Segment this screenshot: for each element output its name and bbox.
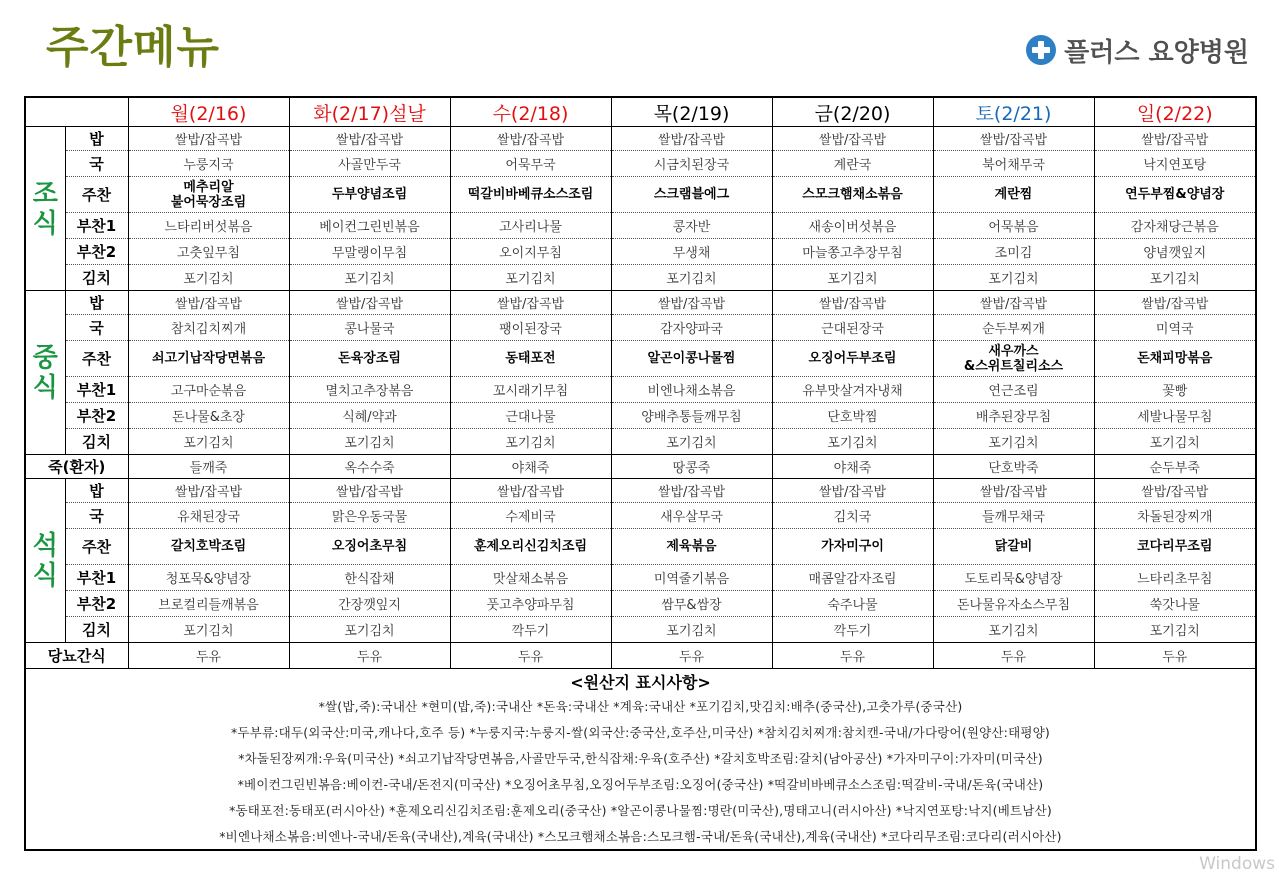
menu-cell: 연근조림 [933, 377, 1094, 403]
porridge-label: 죽(환자) [25, 455, 128, 479]
menu-cell: 단호박죽 [933, 455, 1094, 479]
menu-cell: 양배추통들깨무침 [611, 403, 772, 429]
menu-cell: 쑥갓나물 [1094, 591, 1256, 617]
main-dish-cell: 알곤이콩나물찜 [611, 341, 772, 377]
origin-title-row [25, 669, 1256, 694]
row-label: 김치 [65, 265, 128, 291]
menu-cell: 포기김치 [450, 265, 611, 291]
menu-cell: 참치김치찌개 [128, 315, 289, 341]
main-dish-cell: 닭갈비 [933, 529, 1094, 565]
menu-cell: 근대나물 [450, 403, 611, 429]
menu-cell: 마늘쫑고추장무침 [772, 239, 933, 265]
menu-cell: 쌀밥/잡곡밥 [933, 479, 1094, 503]
menu-cell: 숙주나물 [772, 591, 933, 617]
menu-cell: 매콤알감자조림 [772, 565, 933, 591]
menu-cell: 유부맛살겨자냉채 [772, 377, 933, 403]
menu-cell: 쌀밥/잡곡밥 [128, 127, 289, 151]
main-dish-cell: 쇠고기납작당면볶음 [128, 341, 289, 377]
menu-row [25, 213, 1256, 239]
menu-cell: 콩자반 [611, 213, 772, 239]
row-label: 국 [65, 151, 128, 177]
menu-cell: 포기김치 [128, 429, 289, 455]
day-header: 금(2/20) [772, 97, 933, 127]
menu-cell: 느타리버섯볶음 [128, 213, 289, 239]
menu-row [25, 315, 1256, 341]
meal-label: 석 식 [25, 479, 65, 643]
origin-note: *두부류:대두(외국산:미국,캐나다,호주 등) *누룽지국:누룽지-쌀(외국산:중국산,호주산,미국산) *참치김치찌개:참치캔-국내/가다랑어(원양산:태평양) [25, 719, 1256, 745]
menu-row [25, 591, 1256, 617]
menu-cell: 브로컬리들깨볶음 [128, 591, 289, 617]
menu-cell: 쌀밥/잡곡밥 [933, 291, 1094, 315]
day-header-row [25, 97, 1256, 127]
menu-cell: 포기김치 [772, 429, 933, 455]
menu-cell: 쌀밥/잡곡밥 [450, 479, 611, 503]
row-label: 밥 [65, 479, 128, 503]
menu-cell: 어묵무국 [450, 151, 611, 177]
menu-cell: 계란국 [772, 151, 933, 177]
main-dish-cell: 돈육장조림 [289, 341, 450, 377]
menu-cell: 포기김치 [933, 265, 1094, 291]
menu-cell: 두유 [933, 643, 1094, 669]
menu-cell: 두유 [128, 643, 289, 669]
menu-cell: 고사리나물 [450, 213, 611, 239]
porridge-row [25, 455, 1256, 479]
menu-cell: 포기김치 [611, 265, 772, 291]
plus-cross-icon [1026, 35, 1056, 65]
menu-cell: 포기김치 [289, 265, 450, 291]
menu-cell: 베이컨그린빈볶음 [289, 213, 450, 239]
row-label: 국 [65, 315, 128, 341]
menu-cell: 식혜/약과 [289, 403, 450, 429]
menu-cell: 북어채무국 [933, 151, 1094, 177]
menu-cell: 근대된장국 [772, 315, 933, 341]
menu-cell: 풋고추양파무침 [450, 591, 611, 617]
origin-note: *쌀(밥,죽):국내산 *현미(밥,죽):국내산 *돈육:국내산 *계육:국내산 *포기김치,맛김치:배추(중국산),고춧가루(중국산) [25, 693, 1256, 719]
menu-cell: 포기김치 [772, 265, 933, 291]
menu-cell: 도토리묵&양념장 [933, 565, 1094, 591]
menu-cell: 쌀밥/잡곡밥 [450, 291, 611, 315]
menu-row [25, 265, 1256, 291]
origin-note-row [25, 823, 1256, 850]
menu-cell: 청포묵&양념장 [128, 565, 289, 591]
menu-cell: 쌀밥/잡곡밥 [128, 291, 289, 315]
menu-cell: 포기김치 [1094, 265, 1256, 291]
origin-note-row [25, 745, 1256, 771]
menu-cell: 포기김치 [933, 617, 1094, 643]
day-header: 화(2/17)설날 [289, 97, 450, 127]
main-dish-cell: 가자미구이 [772, 529, 933, 565]
origin-note-row [25, 719, 1256, 745]
page-title: 주간메뉴 [46, 22, 221, 73]
main-dish-cell: 훈제오리신김치조림 [450, 529, 611, 565]
menu-row [25, 529, 1256, 565]
menu-cell: 두유 [1094, 643, 1256, 669]
menu-cell: 시금치된장국 [611, 151, 772, 177]
menu-cell: 누룽지국 [128, 151, 289, 177]
menu-cell: 양념깻잎지 [1094, 239, 1256, 265]
menu-cell: 돈나물유자소스무침 [933, 591, 1094, 617]
menu-cell: 포기김치 [128, 265, 289, 291]
row-label: 부찬1 [65, 565, 128, 591]
menu-cell: 포기김치 [450, 429, 611, 455]
menu-row [25, 127, 1256, 151]
diabetic-row [25, 643, 1256, 669]
menu-cell: 포기김치 [289, 617, 450, 643]
menu-row [25, 565, 1256, 591]
origin-note: *베이컨그린빈볶음:베이컨-국내/돈전지(미국산) *오징어초무침,오징어두부조림:오징어(중국산) *떡갈비바베큐소스조림:떡갈비-국내/돈육(국내산) [25, 771, 1256, 797]
menu-cell: 쌀밥/잡곡밥 [772, 127, 933, 151]
menu-cell: 쌀밥/잡곡밥 [1094, 291, 1256, 315]
row-label: 주찬 [65, 529, 128, 565]
menu-cell: 단호박찜 [772, 403, 933, 429]
menu-cell: 꼬시래기무침 [450, 377, 611, 403]
row-label: 부찬2 [65, 239, 128, 265]
row-label: 주찬 [65, 177, 128, 213]
origin-note-row [25, 693, 1256, 719]
menu-cell: 한식잡채 [289, 565, 450, 591]
menu-cell: 돈나물&초장 [128, 403, 289, 429]
main-dish-cell: 동태포전 [450, 341, 611, 377]
origin-note: *동태포전:동태포(러시아산) *훈제오리신김치조림:훈제오리(중국산) *알곤이콩나물찜:명란(미국산),명태고니(러시아산) *낙지연포탕:낙지(베트남산) [25, 797, 1256, 823]
menu-cell: 야채죽 [450, 455, 611, 479]
main-dish-cell: 돈채피망볶음 [1094, 341, 1256, 377]
menu-cell: 미역국 [1094, 315, 1256, 341]
menu-row [25, 617, 1256, 643]
menu-cell: 쌀밥/잡곡밥 [772, 479, 933, 503]
menu-cell: 들깨무채국 [933, 503, 1094, 529]
row-label: 국 [65, 503, 128, 529]
menu-cell: 포기김치 [289, 429, 450, 455]
menu-cell: 야채죽 [772, 455, 933, 479]
menu-cell: 팽이된장국 [450, 315, 611, 341]
menu-cell: 맛살채소볶음 [450, 565, 611, 591]
origin-note: *비엔나채소볶음:비엔나-국내/돈육(국내산),계육(국내산) *스모크햄채소볶음:스모크햄-국내/돈육(국내산),계육(국내산) *코다리무조림:코다리(러시아산) [25, 823, 1256, 850]
menu-cell: 김치국 [772, 503, 933, 529]
main-dish-cell: 떡갈비바베큐소스조림 [450, 177, 611, 213]
menu-cell: 멸치고추장볶음 [289, 377, 450, 403]
menu-cell: 쌀밥/잡곡밥 [289, 479, 450, 503]
origin-note-row [25, 797, 1256, 823]
menu-cell: 차돌된장찌개 [1094, 503, 1256, 529]
weekly-menu-table [24, 96, 1257, 851]
menu-cell: 무말랭이무침 [289, 239, 450, 265]
menu-cell: 쌀밥/잡곡밥 [1094, 127, 1256, 151]
main-dish-cell: 스크램블에그 [611, 177, 772, 213]
day-header: 토(2/21) [933, 97, 1094, 127]
menu-cell: 낙지연포탕 [1094, 151, 1256, 177]
menu-cell: 깍두기 [450, 617, 611, 643]
main-dish-cell: 두부양념조림 [289, 177, 450, 213]
menu-cell: 꽃빵 [1094, 377, 1256, 403]
menu-cell: 옥수수죽 [289, 455, 450, 479]
menu-cell: 순두부죽 [1094, 455, 1256, 479]
menu-row [25, 291, 1256, 315]
main-dish-cell: 오징어초무침 [289, 529, 450, 565]
menu-cell: 어묵볶음 [933, 213, 1094, 239]
menu-cell: 두유 [772, 643, 933, 669]
windows-watermark: Windows [1199, 854, 1275, 874]
row-label: 부찬1 [65, 377, 128, 403]
menu-cell: 쌀밥/잡곡밥 [611, 479, 772, 503]
main-dish-cell: 새우까스 &스위트칠리소스 [933, 341, 1094, 377]
menu-cell: 쌀밥/잡곡밥 [611, 291, 772, 315]
menu-row [25, 479, 1256, 503]
menu-cell: 새우살무국 [611, 503, 772, 529]
menu-cell: 맑은우동국물 [289, 503, 450, 529]
menu-cell: 포기김치 [611, 429, 772, 455]
main-dish-cell: 오징어두부조림 [772, 341, 933, 377]
menu-cell: 쌀밥/잡곡밥 [289, 127, 450, 151]
row-label: 밥 [65, 291, 128, 315]
main-dish-cell: 연두부찜&양념장 [1094, 177, 1256, 213]
origin-title: <원산지 표시사항> [25, 669, 1256, 694]
menu-cell: 느타리초무침 [1094, 565, 1256, 591]
menu-cell: 두유 [289, 643, 450, 669]
menu-cell: 쌀밥/잡곡밥 [1094, 479, 1256, 503]
menu-cell: 사골만두국 [289, 151, 450, 177]
menu-row [25, 503, 1256, 529]
diabetic-label: 당뇨간식 [25, 643, 128, 669]
menu-cell: 쌀밥/잡곡밥 [772, 291, 933, 315]
day-header: 수(2/18) [450, 97, 611, 127]
menu-cell: 쌀밥/잡곡밥 [933, 127, 1094, 151]
row-label: 부찬1 [65, 213, 128, 239]
menu-row [25, 239, 1256, 265]
menu-cell: 무생채 [611, 239, 772, 265]
menu-cell: 고춧잎무침 [128, 239, 289, 265]
main-dish-cell: 계란찜 [933, 177, 1094, 213]
main-dish-cell: 스모크햄채소볶음 [772, 177, 933, 213]
menu-cell: 두유 [450, 643, 611, 669]
row-label: 김치 [65, 617, 128, 643]
menu-cell: 미역줄기볶음 [611, 565, 772, 591]
menu-row [25, 341, 1256, 377]
day-header: 일(2/22) [1094, 97, 1256, 127]
menu-row [25, 177, 1256, 213]
origin-note-row [25, 771, 1256, 797]
main-dish-cell: 갈치호박조림 [128, 529, 289, 565]
menu-cell: 세발나물무침 [1094, 403, 1256, 429]
main-dish-cell: 제육볶음 [611, 529, 772, 565]
meal-label: 중 식 [25, 291, 65, 455]
menu-cell: 들깨죽 [128, 455, 289, 479]
menu-cell: 수제비국 [450, 503, 611, 529]
row-label: 부찬2 [65, 403, 128, 429]
menu-cell: 조미김 [933, 239, 1094, 265]
row-label: 밥 [65, 127, 128, 151]
hospital-name: 플러스 요양병원 [1064, 37, 1249, 68]
menu-cell: 포기김치 [128, 617, 289, 643]
menu-cell: 깍두기 [772, 617, 933, 643]
hospital-logo [1026, 30, 1249, 70]
menu-row [25, 151, 1256, 177]
row-label: 주찬 [65, 341, 128, 377]
menu-row [25, 429, 1256, 455]
main-dish-cell: 메추리알 불어묵장조림 [128, 177, 289, 213]
menu-row [25, 403, 1256, 429]
header-corner-cell [25, 97, 128, 127]
menu-cell: 포기김치 [1094, 617, 1256, 643]
row-label: 김치 [65, 429, 128, 455]
menu-cell: 땅콩죽 [611, 455, 772, 479]
menu-cell: 배추된장무침 [933, 403, 1094, 429]
menu-cell: 포기김치 [611, 617, 772, 643]
menu-row [25, 377, 1256, 403]
menu-cell: 쌀밥/잡곡밥 [289, 291, 450, 315]
meal-label: 조 식 [25, 127, 65, 291]
menu-cell: 감자채당근볶음 [1094, 213, 1256, 239]
menu-cell: 콩나물국 [289, 315, 450, 341]
menu-cell: 비엔나채소볶음 [611, 377, 772, 403]
menu-cell: 고구마순볶음 [128, 377, 289, 403]
main-dish-cell: 코다리무조림 [1094, 529, 1256, 565]
menu-cell: 새송이버섯볶음 [772, 213, 933, 239]
menu-cell: 두유 [611, 643, 772, 669]
day-header: 월(2/16) [128, 97, 289, 127]
menu-cell: 포기김치 [933, 429, 1094, 455]
menu-cell: 쌀밥/잡곡밥 [450, 127, 611, 151]
row-label: 부찬2 [65, 591, 128, 617]
menu-cell: 쌀밥/잡곡밥 [611, 127, 772, 151]
origin-note: *차돌된장찌개:우육(미국산) *쇠고기납작당면볶음,사골만두국,한식잡채:우육(호주산) *갈치호박조림:갈치(남아공산) *가자미구이:가자미(미국산) [25, 745, 1256, 771]
menu-cell: 간장깻잎지 [289, 591, 450, 617]
menu-cell: 포기김치 [1094, 429, 1256, 455]
menu-cell: 쌈무&쌈장 [611, 591, 772, 617]
menu-cell: 오이지무침 [450, 239, 611, 265]
menu-cell: 감자양파국 [611, 315, 772, 341]
day-header: 목(2/19) [611, 97, 772, 127]
menu-cell: 순두부찌개 [933, 315, 1094, 341]
menu-cell: 쌀밥/잡곡밥 [128, 479, 289, 503]
menu-cell: 유채된장국 [128, 503, 289, 529]
